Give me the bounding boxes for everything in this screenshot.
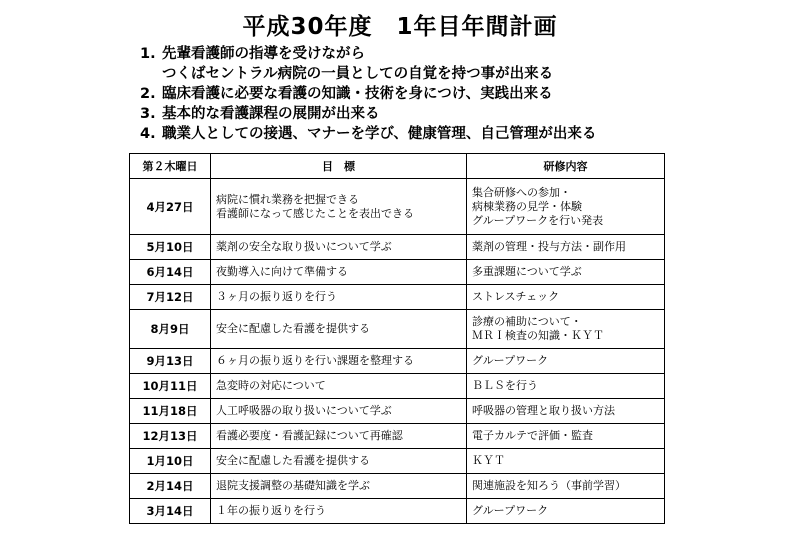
row-goal <box>211 179 467 235</box>
row-content-line: ＫＹＴ <box>472 454 505 467</box>
row-date: 1月10日 <box>130 449 211 474</box>
table-row <box>130 474 665 499</box>
goal-item-2 <box>140 84 780 104</box>
table-row <box>130 374 665 399</box>
row-content-line: 関連施設を知ろう（事前学習） <box>472 479 626 492</box>
row-goal-line: 看護必要度・看護記録について再確認 <box>216 429 403 442</box>
table-row <box>130 285 665 310</box>
goal-text: 職業人としての接遇、マナーを学び、健康管理、自己管理が出来る <box>162 126 597 142</box>
row-content-line: ＢＬＳを行う <box>472 379 538 392</box>
row-content-line: グループワークを行い発表 <box>472 213 604 227</box>
row-content <box>467 349 665 374</box>
row-goal-line: 安全に配慮した看護を提供する <box>216 454 370 467</box>
row-date: 2月14日 <box>130 474 211 499</box>
row-goal <box>211 424 467 449</box>
row-content-line: ＭＲＩ検査の知識・ＫＹＴ <box>472 329 604 342</box>
row-goal <box>211 499 467 524</box>
table-row <box>130 399 665 424</box>
row-goal <box>211 449 467 474</box>
row-content-line: 呼吸器の管理と取り扱い方法 <box>472 404 615 417</box>
row-goal-line: ３ヶ月の振り返りを行う <box>216 290 337 303</box>
table-header-row <box>130 154 665 179</box>
row-content <box>467 449 665 474</box>
goal-item-1 <box>140 44 780 84</box>
row-content <box>467 235 665 260</box>
row-date: 12月13日 <box>130 424 211 449</box>
goal-item-3 <box>140 104 780 124</box>
table-body <box>130 179 665 524</box>
goals-list <box>140 44 780 144</box>
row-content-line: 電子カルテで評価・監査 <box>472 429 593 442</box>
row-content <box>467 310 665 349</box>
row-goal <box>211 474 467 499</box>
row-goal-line: １年の振り返りを行う <box>216 504 326 517</box>
table-row <box>130 179 665 235</box>
goal-number: 4. <box>140 126 156 142</box>
header-date: 第２木曜日 <box>130 154 211 179</box>
row-goal <box>211 374 467 399</box>
table-row <box>130 260 665 285</box>
row-goal <box>211 399 467 424</box>
row-goal <box>211 349 467 374</box>
row-content-line: 病棟業務の見学・体験 <box>472 199 582 213</box>
goal-number: 1. <box>140 46 156 62</box>
table-row <box>130 499 665 524</box>
row-goal-line: ６ヶ月の振り返りを行い課題を整理する <box>216 354 414 367</box>
row-date: 11月18日 <box>130 399 211 424</box>
goal-number: 3. <box>140 106 156 122</box>
header-goal: 目 標 <box>211 154 467 179</box>
row-content <box>467 179 665 235</box>
annual-plan-table <box>129 153 665 524</box>
table-row <box>130 310 665 349</box>
row-content <box>467 424 665 449</box>
row-date: 4月27日 <box>130 179 211 235</box>
row-content <box>467 374 665 399</box>
row-goal-line: 急変時の対応について <box>216 379 326 392</box>
row-content-line: 薬剤の管理・投与方法・副作用 <box>472 240 626 253</box>
table-row <box>130 449 665 474</box>
row-goal-line: 看護師になって感じたことを表出できる <box>216 206 414 220</box>
table-row <box>130 349 665 374</box>
row-goal-line: 退院支援調整の基礎知識を学ぶ <box>216 479 370 492</box>
goal-text-continued: つくばセントラル病院の一員としての自覚を持つ事が出来る <box>162 66 554 82</box>
row-date: 5月10日 <box>130 235 211 260</box>
row-content <box>467 474 665 499</box>
goal-text: 先輩看護師の指導を受けながら <box>162 46 365 62</box>
header-content: 研修内容 <box>467 154 665 179</box>
row-date: 9月13日 <box>130 349 211 374</box>
row-content-line: 診療の補助について・ <box>472 315 582 328</box>
table-row <box>130 235 665 260</box>
row-date: 7月12日 <box>130 285 211 310</box>
row-date: 6月14日 <box>130 260 211 285</box>
goal-item-4 <box>140 124 780 144</box>
row-date: 8月9日 <box>130 310 211 349</box>
row-content-line: グループワーク <box>472 504 549 517</box>
row-content-line: グループワーク <box>472 354 549 367</box>
row-goal-line: 人工呼吸器の取り扱いについて学ぶ <box>216 404 392 417</box>
goal-text: 基本的な看護課程の展開が出来る <box>162 106 380 122</box>
page-title: 平成30年度 1年目年間計画 <box>242 14 558 40</box>
row-content <box>467 399 665 424</box>
row-content-line: 多重課題について学ぶ <box>472 265 582 278</box>
row-content-line: ストレスチェック <box>472 290 560 303</box>
row-goal <box>211 285 467 310</box>
row-goal <box>211 260 467 285</box>
row-content <box>467 499 665 524</box>
row-goal <box>211 310 467 349</box>
row-goal-line: 夜勤導入に向けて準備する <box>216 265 348 278</box>
row-content <box>467 285 665 310</box>
row-goal <box>211 235 467 260</box>
row-goal-line: 薬剤の安全な取り扱いについて学ぶ <box>216 240 392 253</box>
table-row <box>130 424 665 449</box>
goal-number: 2. <box>140 86 156 102</box>
row-goal-line: 病院に慣れ業務を把握できる <box>216 192 359 206</box>
row-content <box>467 260 665 285</box>
row-date: 3月14日 <box>130 499 211 524</box>
goal-text: 臨床看護に必要な看護の知識・技術を身につけ、実践出来る <box>162 86 553 102</box>
row-date: 10月11日 <box>130 374 211 399</box>
row-content-line: 集合研修への参加・ <box>472 185 571 199</box>
row-goal-line: 安全に配慮した看護を提供する <box>216 322 370 335</box>
